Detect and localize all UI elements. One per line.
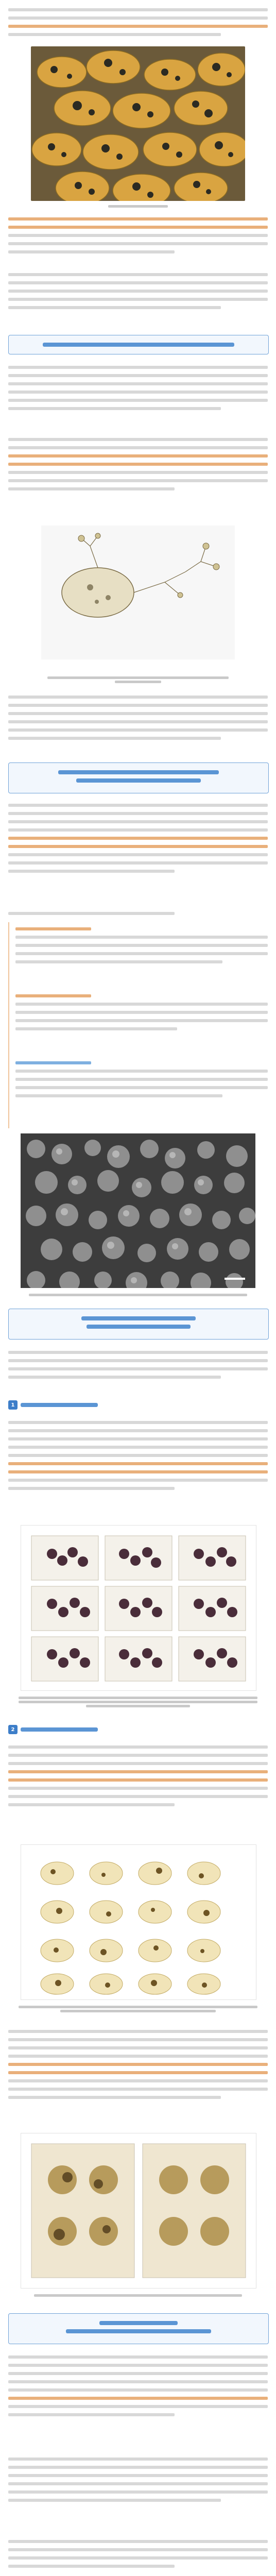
figure-3-caption [8, 1292, 268, 1298]
section-4-paragraph-3 [8, 2535, 268, 2573]
figure-6-caption [8, 2293, 268, 2298]
figure-2-cell-structure [31, 520, 245, 670]
section-2-heading [8, 762, 269, 793]
paragraph-after-fig5 [8, 2025, 268, 2104]
figure-5-fruit-treatment-grid [21, 1844, 256, 2000]
step-1-number: 1 [8, 1400, 18, 1410]
section-4-paragraph-2 [8, 2452, 268, 2507]
paragraph-2 [8, 212, 268, 259]
step-2-heading [8, 1724, 98, 1735]
step-2-paragraph [8, 1740, 268, 1811]
figure-4-caption [8, 1695, 268, 1709]
section-3-heading [8, 1309, 269, 1340]
figure-4-grape-treatment-grid [21, 1525, 256, 1691]
figure-1-caption [108, 205, 168, 208]
section-2-list-item-3 [15, 1056, 268, 1103]
paragraph-3 [8, 268, 268, 314]
section-2-paragraph-1 [8, 690, 268, 745]
figure-5-caption [8, 2004, 268, 2014]
list-accent-bar [8, 922, 9, 1128]
figure-2-caption [8, 675, 268, 685]
section-2-intro-line [8, 907, 268, 920]
figure-1-photo-rotting-fruit [31, 46, 245, 201]
section-2-paragraph-2 [8, 799, 268, 878]
intro-paragraph [8, 3, 268, 41]
section-1-heading [8, 335, 269, 354]
figure-3-electron-micrograph [21, 1133, 255, 1288]
section-2-list-item-1 [15, 922, 268, 969]
step-2-number: 2 [8, 1725, 18, 1734]
figure-6-comparison-images [21, 2133, 256, 2289]
step-1-heading [8, 1399, 98, 1411]
section-4-paragraph-1 [8, 2350, 268, 2421]
section-4-heading [8, 2313, 269, 2344]
step-1-paragraph [8, 1416, 268, 1495]
section-2-list-item-2 [15, 989, 268, 1036]
section-1-paragraph-1 [8, 361, 268, 415]
section-1-paragraph-2 [8, 433, 268, 496]
section-3-paragraph-1 [8, 1346, 268, 1384]
